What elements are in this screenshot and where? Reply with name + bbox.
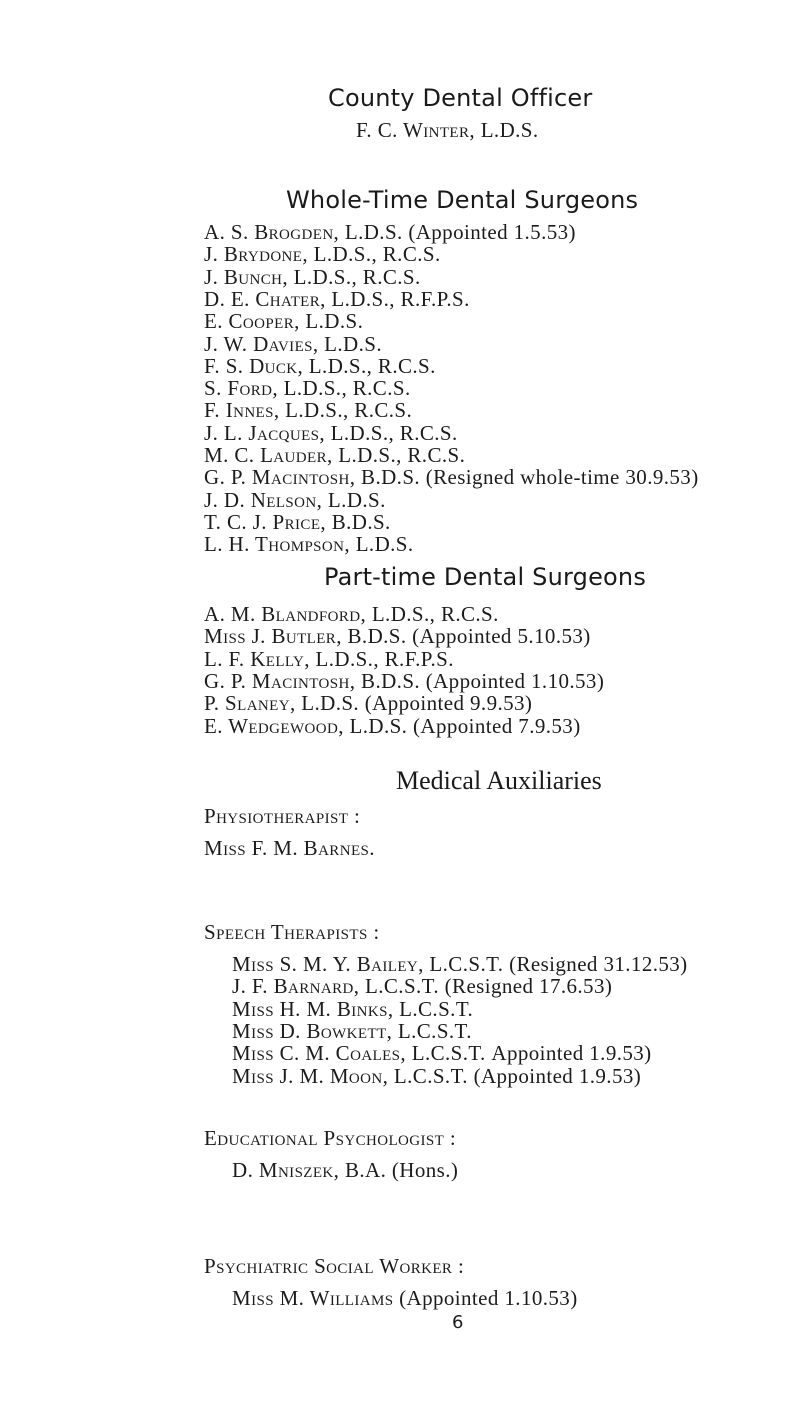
list-item [204, 691, 533, 716]
county-dental-officer-name: F. C. Winter, L.D.S. [356, 118, 539, 142]
entry-name: Miss S. M. Y. Bailey, L.C.S.T. [232, 952, 504, 976]
whole-time-heading: Whole-Time Dental Surgeons [286, 186, 639, 214]
entry-name: Miss J. M. Moon, L.C.S.T. [232, 1063, 468, 1088]
list-item [232, 1041, 652, 1066]
entry-name: L. F. Kelly, L.D.S., R.F.P.S. [204, 646, 454, 671]
entry-name: A. S. Brogden, L.D.S. [204, 220, 403, 244]
physiotherapist-label: Physiotherapist : [204, 804, 361, 828]
list-item [232, 1288, 578, 1308]
psychiatric-social-worker-label: Psychiatric Social Worker : [204, 1254, 465, 1278]
entry-note: (Appointed 9.9.53) [364, 691, 533, 716]
list-item [204, 604, 499, 624]
list-item [204, 668, 605, 693]
entry-name: S. Ford, L.D.S., R.C.S. [204, 376, 411, 401]
list-item [204, 532, 414, 557]
entry-note: (Appointed 7.9.53) [413, 713, 581, 738]
entry-name: Miss M. Williams [232, 1286, 394, 1310]
entry-note: (Resigned whole-time 30.9.53) [425, 465, 699, 490]
list-item [204, 420, 458, 445]
entry-note: (Appointed 5.10.53) [412, 624, 591, 649]
list-item [204, 487, 386, 512]
part-time-heading: Part-time Dental Surgeons [324, 563, 647, 591]
list-item [232, 1063, 642, 1088]
entry-name: Miss C. M. Coales, L.C.S.T. [232, 1041, 486, 1066]
entry-name: T. C. J. Price, B.D.S. [204, 509, 391, 534]
list-item [232, 1018, 472, 1043]
educational-psychologist-label: Educational Psychologist : [204, 1126, 457, 1150]
list-item [232, 974, 613, 999]
entry-note: (Appointed 1.9.53) [473, 1063, 642, 1088]
list-item [232, 996, 474, 1021]
entry-name: L. H. Thompson, L.D.S. [204, 532, 414, 557]
list-item [204, 264, 421, 289]
entry-name: J. Brydone, L.D.S., R.C.S. [204, 242, 441, 267]
list-item [204, 465, 699, 490]
entry-name: D. E. Chater, L.D.S., R.F.P.S. [204, 286, 470, 311]
entry-name: G. P. Macintosh, B.D.S. [204, 668, 421, 693]
entry-note: (Appointed 1.5.53) [408, 220, 576, 244]
entry-name: Miss H. M. Binks, L.C.S.T. [232, 996, 474, 1021]
county-dental-officer-heading: County Dental Officer [328, 84, 593, 112]
entry-name: D. Mniszek, B.A. [232, 1158, 387, 1182]
page-number: 6 [452, 1312, 464, 1333]
entry-name: E. Wedgewood, L.D.S. [204, 713, 408, 738]
entry-note: (Resigned 31.12.53) [509, 952, 688, 976]
entry-name: M. C. Lauder, L.D.S., R.C.S. [204, 443, 466, 467]
entry-name: J. W. Davies, L.D.S. [204, 331, 383, 356]
list-item [204, 376, 411, 401]
entry-name: G. P. Macintosh, B.D.S. [204, 465, 421, 490]
list-item [204, 353, 436, 378]
list-item [204, 838, 375, 858]
entry-note: (Appointed 1.10.53) [399, 1286, 578, 1310]
list-item [232, 1160, 458, 1180]
list-item [204, 309, 364, 334]
entry-name: A. M. Blandford, L.D.S., R.C.S. [204, 602, 499, 626]
entry-note: (Appointed 1.10.53) [425, 668, 605, 693]
list-item [204, 509, 391, 534]
list-item [204, 286, 470, 311]
list-item [204, 398, 413, 423]
entry-name: Miss F. M. Barnes. [204, 836, 375, 860]
entry-name: J. Bunch, L.D.S., R.C.S. [204, 264, 421, 289]
entry-note: (Resigned 17.6.53) [444, 974, 613, 999]
medical-auxiliaries-heading: Medical Auxiliaries [396, 766, 602, 795]
list-item [204, 713, 581, 738]
list-item [204, 222, 576, 242]
entry-name: F. S. Duck, L.D.S., R.C.S. [204, 353, 436, 378]
entry-note: Appointed 1.9.53) [491, 1041, 652, 1066]
entry-name: Miss J. Butler, B.D.S. [204, 624, 407, 649]
list-item [204, 445, 465, 465]
list-item [204, 624, 591, 649]
entry-name: J. F. Barnard, L.C.S.T. [232, 974, 439, 999]
list-item [204, 242, 441, 267]
entry-name: P. Slaney, L.D.S. [204, 691, 360, 716]
entry-name: J. L. Jacques, L.D.S., R.C.S. [204, 420, 458, 445]
entry-name: F. Innes, L.D.S., R.C.S. [204, 398, 413, 423]
list-item [232, 954, 688, 974]
speech-therapists-label: Speech Therapists : [204, 920, 380, 944]
entry-name: E. Cooper, L.D.S. [204, 309, 364, 334]
entry-name: Miss D. Bowkett, L.C.S.T. [232, 1018, 472, 1043]
entry-note: (Hons.) [391, 1158, 459, 1182]
entry-name: J. D. Nelson, L.D.S. [204, 487, 386, 512]
list-item [204, 646, 454, 671]
list-item [204, 331, 383, 356]
